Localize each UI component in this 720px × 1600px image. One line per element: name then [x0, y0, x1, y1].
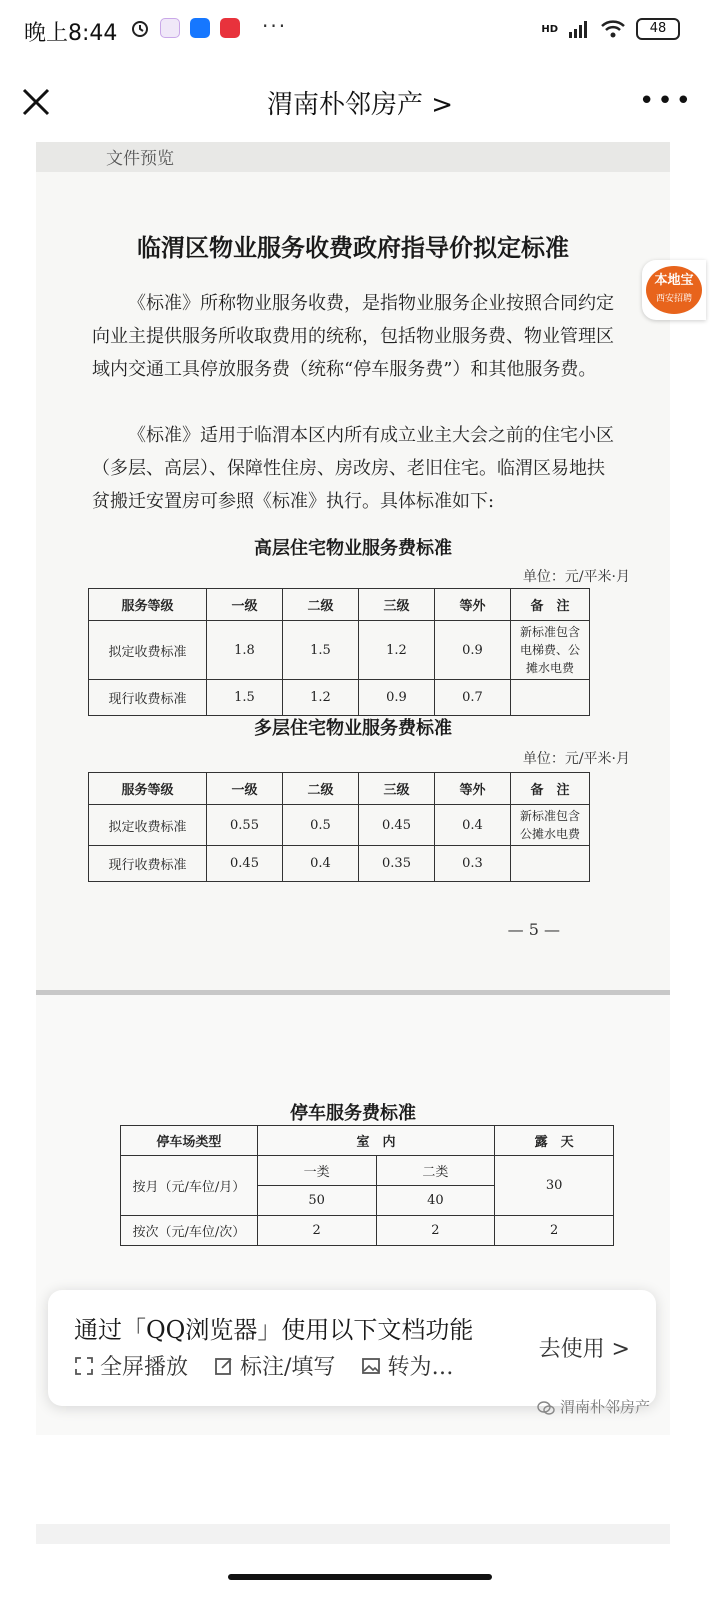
table-cell: 0.35 — [359, 846, 435, 882]
image-icon — [361, 1356, 381, 1376]
multi-storey-fee-table — [88, 772, 590, 882]
table-cell: 30 — [495, 1156, 614, 1216]
wechat-icon — [537, 1401, 555, 1415]
table-cell: 2 — [495, 1216, 614, 1246]
badge-sub: 西安招聘 — [655, 294, 692, 304]
bendibao-logo — [646, 266, 702, 314]
fullscreen-icon — [74, 1356, 94, 1376]
table-header: 服务等级 — [89, 589, 207, 621]
status-right-icons — [541, 18, 680, 40]
page-number: — 5 — — [507, 920, 560, 939]
table-cell: 0.45 — [359, 805, 435, 846]
promo-title: 通过「QQ浏览器」使用以下文档功能 — [74, 1316, 474, 1344]
table-header: 等外 — [435, 773, 511, 805]
table-cell: 现行收费标准 — [89, 680, 207, 716]
annotate-fill-button[interactable] — [214, 1350, 335, 1381]
table-cell: 1.2 — [283, 680, 359, 716]
document-title: 临渭区物业服务收费政府指导价拟定标准 — [137, 233, 569, 262]
fullscreen-play-button[interactable] — [74, 1350, 188, 1381]
notification-icons — [130, 18, 240, 38]
table-cell: 40 — [376, 1186, 495, 1216]
table-cell: 一类 — [257, 1156, 376, 1186]
battery-icon: 48 — [636, 18, 680, 40]
table-row — [121, 1216, 614, 1246]
qq-browser-promo-card — [48, 1290, 656, 1406]
multi-storey-unit: 单位：元/平米·月 — [522, 751, 630, 767]
file-preview-header — [36, 142, 670, 172]
document-page-1 — [36, 142, 670, 990]
bendibao-badge[interactable] — [642, 260, 706, 320]
app-notification-icon — [160, 18, 180, 38]
fullscreen-label: 全屏播放 — [100, 1355, 189, 1380]
table-header: 室 内 — [257, 1126, 494, 1156]
table-header: 露 天 — [495, 1126, 614, 1156]
next-page-edge — [36, 1524, 670, 1544]
table-header-row — [89, 589, 590, 621]
table-row — [89, 621, 590, 680]
table-header: 备 注 — [511, 773, 590, 805]
edit-icon — [214, 1356, 234, 1376]
table-cell — [511, 846, 590, 882]
table-header-row — [89, 773, 590, 805]
more-options-icon[interactable]: ••• — [638, 86, 694, 116]
table-row — [89, 846, 590, 882]
promo-actions — [74, 1350, 453, 1381]
high-rise-fee-table — [88, 588, 590, 716]
table-cell — [511, 680, 590, 716]
table-header: 一级 — [207, 773, 283, 805]
table-cell: 0.5 — [283, 805, 359, 846]
table-header: 一级 — [207, 589, 283, 621]
shopping-app-icon — [220, 18, 240, 38]
table-cell: 0.4 — [283, 846, 359, 882]
table-cell: 按月（元/车位/月） — [121, 1156, 258, 1216]
status-time: 晚上8:44 — [24, 21, 118, 46]
table-header-row — [121, 1126, 614, 1156]
table-cell: 新标准包含公摊水电费 — [511, 805, 590, 846]
go-use-button[interactable]: 去使用 > — [538, 1337, 630, 1362]
table-cell: 0.7 — [435, 680, 511, 716]
table-header: 二级 — [283, 589, 359, 621]
high-rise-unit: 单位：元/平米·月 — [522, 569, 630, 585]
table-cell: 0.3 — [435, 846, 511, 882]
account-title[interactable]: 渭南朴邻房产 > — [266, 90, 454, 120]
table-cell: 现行收费标准 — [89, 846, 207, 882]
table-cell: 0.45 — [207, 846, 283, 882]
wifi-icon — [600, 19, 626, 39]
table-row — [89, 805, 590, 846]
annotate-label: 标注/填写 — [240, 1355, 336, 1380]
table-cell: 二类 — [376, 1156, 495, 1186]
convert-label: 转为… — [387, 1355, 454, 1380]
table-cell: 0.9 — [435, 621, 511, 680]
alarm-icon — [130, 18, 150, 38]
parking-table-title: 停车服务费标准 — [290, 1103, 416, 1124]
file-preview-label: 文件预览 — [106, 149, 174, 169]
table-row — [121, 1156, 614, 1186]
status-more-icon: ··· — [262, 14, 288, 38]
alipay-icon — [190, 18, 210, 38]
table-cell: 0.9 — [359, 680, 435, 716]
table-row — [89, 680, 590, 716]
table-cell: 新标准包含电梯费、公摊水电费 — [511, 621, 590, 680]
high-rise-table-title: 高层住宅物业服务费标准 — [254, 538, 452, 559]
watermark-text: 渭南朴邻房产 — [559, 1398, 650, 1416]
table-cell: 拟定收费标准 — [89, 621, 207, 680]
table-header: 二级 — [283, 773, 359, 805]
table-cell: 1.5 — [283, 621, 359, 680]
network-type-icon: HD — [541, 23, 558, 35]
table-cell: 1.5 — [207, 680, 283, 716]
table-cell: 0.4 — [435, 805, 511, 846]
badge-name: 本地宝 — [654, 273, 694, 288]
table-cell: 2 — [376, 1216, 495, 1246]
convert-button[interactable] — [361, 1350, 453, 1381]
nav-bar — [0, 62, 720, 142]
paragraph-1: 《标准》所称物业服务收费，是指物业服务企业按照合同约定向业主提供服务所收取费用的统称，包括物业服务费、物业管理区域内交通工具停放服务费（统称“停车服务费”）和其他服务费。 — [92, 293, 614, 380]
table-header: 服务等级 — [89, 773, 207, 805]
table-header: 三级 — [359, 773, 435, 805]
table-header: 等外 — [435, 589, 511, 621]
table-cell: 拟定收费标准 — [89, 805, 207, 846]
paragraph-2: 《标准》适用于临渭本区内所有成立业主大会之前的住宅小区（多层、高层）、保障性住房、房改房、老旧住宅。临渭区易地扶贫搬迁安置房可参照《标准》执行。具体标准如下: — [92, 425, 614, 512]
table-cell: 0.55 — [207, 805, 283, 846]
home-indicator[interactable] — [228, 1574, 492, 1580]
table-cell: 按次（元/车位/次） — [121, 1216, 258, 1246]
account-watermark — [537, 1396, 650, 1417]
table-header: 停车场类型 — [121, 1126, 258, 1156]
table-header: 备 注 — [511, 589, 590, 621]
table-header: 三级 — [359, 589, 435, 621]
signal-icon — [568, 20, 590, 38]
table-cell: 1.2 — [359, 621, 435, 680]
table-cell: 50 — [257, 1186, 376, 1216]
status-bar — [0, 0, 720, 62]
parking-fee-table — [120, 1125, 614, 1246]
table-cell: 2 — [257, 1216, 376, 1246]
multi-storey-table-title: 多层住宅物业服务费标准 — [254, 718, 452, 739]
table-cell: 1.8 — [207, 621, 283, 680]
